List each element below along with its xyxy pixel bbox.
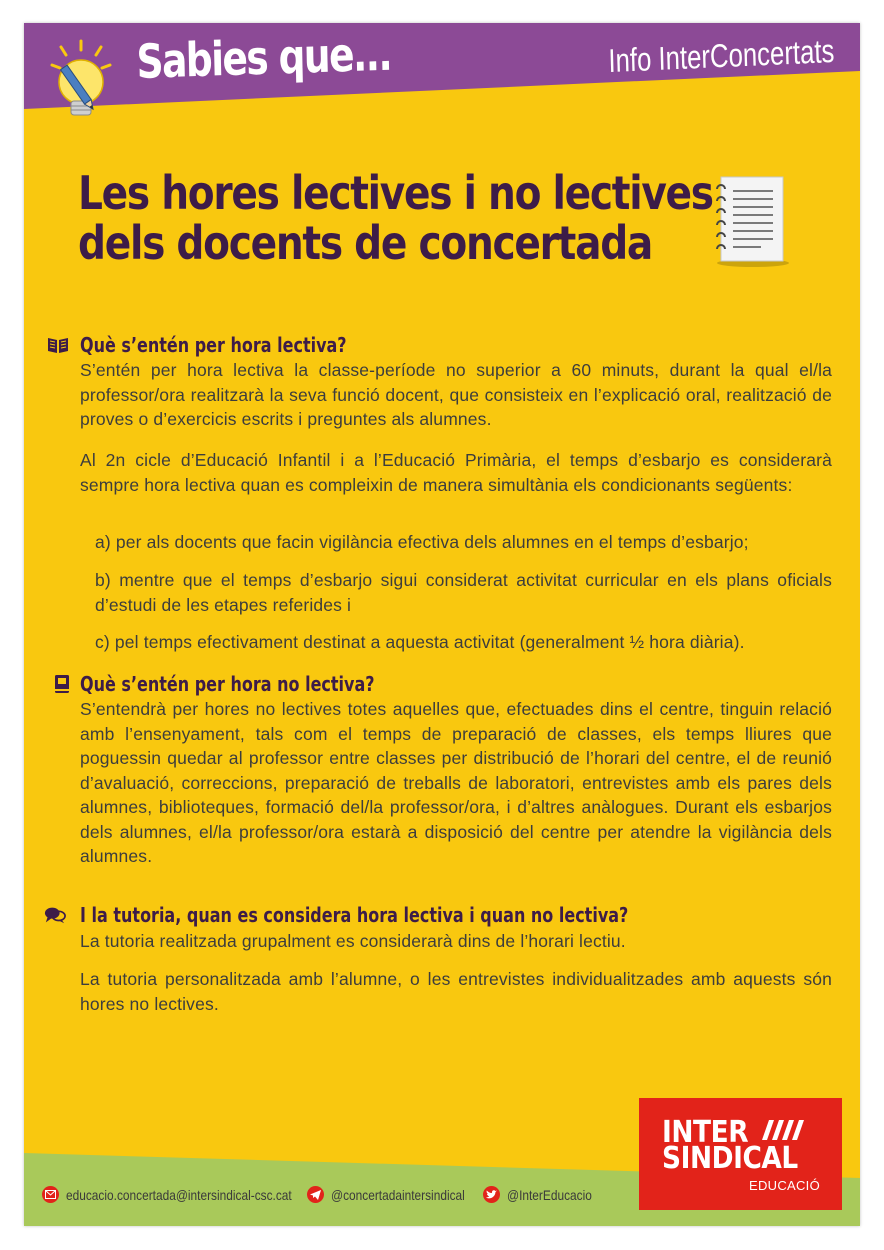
logo-text-sindical: SINDICAL bbox=[662, 1141, 798, 1176]
list-item-b: b) mentre que el temps d’esbarjo sigui considerat activitat curricular en els plans oficials d’estudi de les etapes referides i bbox=[95, 570, 832, 615]
list-item-a: a) per als docents que facin vigilància efectiva dels alumnes en el temps d’esbarjo; bbox=[95, 532, 749, 552]
twitter-icon bbox=[483, 1186, 500, 1203]
banner-title: Sabies que... bbox=[136, 26, 392, 90]
paragraph-esbarjo-conditions: Al 2n cicle d’Educació Infantil i a l’Educació Primària, el temps d’esbarjo es considerarà sempre hora lectiva quan es compleixin de manera simultània els condicionants següents: bbox=[80, 450, 832, 495]
logo-text-educacio: EDUCACIÓ bbox=[748, 1178, 820, 1193]
poster-sheet bbox=[24, 23, 860, 1226]
section-title-tutoria: I la tutoria, quan es considera hora lectiva i quan no lectiva? bbox=[80, 903, 629, 927]
telegram-icon bbox=[307, 1186, 324, 1203]
paragraph-tutoria-personalitzada: La tutoria personalitzada amb l’alumne, o les entrevistes individualitzades amb aquests són hores no lectives. bbox=[80, 969, 832, 1014]
content-area bbox=[24, 23, 860, 1123]
paragraph-tutoria-grupal: La tutoria realitzada grupalment es considerarà dins de l’horari lectiu. bbox=[80, 931, 626, 951]
twitter-text: @InterEducacio bbox=[507, 1186, 592, 1203]
section-title-hora-lectiva: Què s’entén per hora lectiva? bbox=[80, 333, 347, 357]
footer-twitter[interactable] bbox=[483, 1186, 607, 1203]
email-text: educacio.concertada@intersindical-csc.cat bbox=[66, 1186, 292, 1203]
book-icon bbox=[53, 674, 75, 694]
page-title-line-2: dels docents de concertada bbox=[78, 216, 653, 270]
series-label: Info InterConcertats bbox=[608, 32, 836, 80]
footer-email[interactable] bbox=[42, 1186, 332, 1203]
chat-bubbles-icon bbox=[44, 905, 66, 925]
page-title-line-1: Les hores lectives i no lectives bbox=[78, 166, 713, 220]
telegram-text: @concertadaintersindical bbox=[331, 1186, 465, 1203]
list-item-c: c) pel temps efectivament destinat a aquesta activitat (generalment ½ hora diària). bbox=[95, 632, 745, 652]
email-icon bbox=[42, 1186, 59, 1203]
logo-slashes-icon bbox=[761, 1118, 805, 1142]
open-book-icon bbox=[47, 335, 69, 355]
paragraph-hora-no-lectiva-definition: S’entendrà per hores no lectives totes aquelles que, efectuades dins el centre, tinguin relació amb l’ensenyament, tals com el temps de preparació de classes, els temps lliures que poguessin quedar al professor entre classes per distribució de l’horari del centre, el de reunió d’avaluació, correccions, preparació de treballs de laboratori, entrevistes amb els pares dels alumnes, biblioteques, formació del/la professor/ora, i d’altres anàlogues. Durant els esbarjos dels alumnes, el/la professor/ora estarà a disposició del centre per atendre la vigilància dels alumnes. bbox=[80, 699, 832, 866]
section-title-hora-no-lectiva: Què s’entén per hora no lectiva? bbox=[80, 672, 375, 696]
paragraph-hora-lectiva-definition: S’entén per hora lectiva la classe-període no superior a 60 minuts, durant la qual el/la professor/ora realitzarà la seva funció docent, que consisteix en l’explicació oral, realització de proves o d’exercicis escrits i preguntes als alumnes. bbox=[80, 360, 832, 429]
footer-telegram[interactable] bbox=[307, 1186, 488, 1203]
logo-text-inter: INTER bbox=[662, 1115, 749, 1150]
intersindical-logo bbox=[639, 1098, 842, 1210]
